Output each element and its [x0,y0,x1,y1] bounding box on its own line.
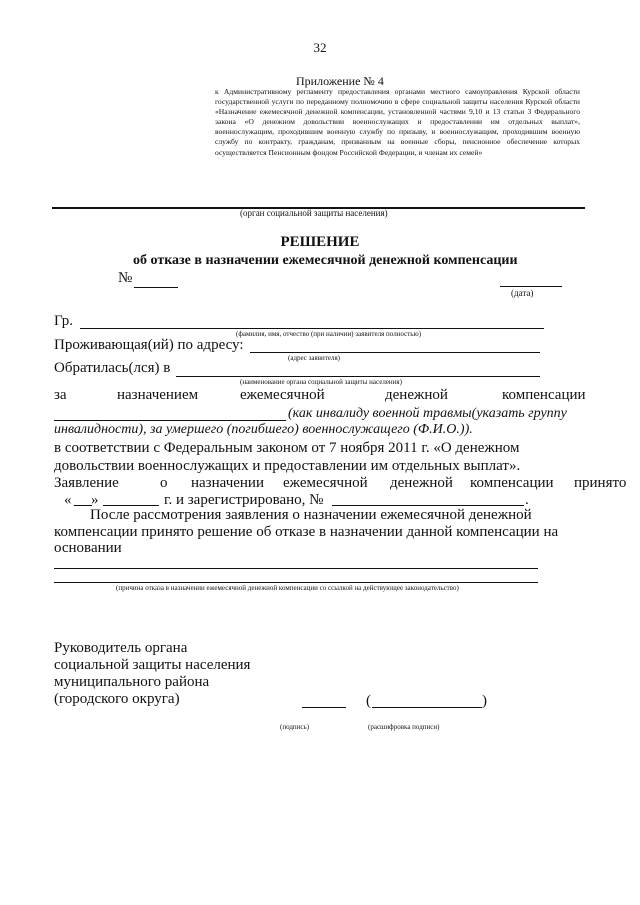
purpose-word-3: ежемесячной [240,387,325,403]
application-word-7: принято [574,475,627,491]
signer-line-1: Руководитель органа [54,640,188,656]
applied-field [176,376,540,377]
date-quote-close: » [91,492,99,508]
purpose-italic-1: (как инвалиду военной травмы(указать группу [288,406,567,421]
appendix-title: Приложение № 4 [296,74,384,88]
applied-caption: (наименование органа социальной защиты населения) [240,378,402,386]
appendix-text: к Административному регламенту предоставления органами местного самоуправления Курской области государственной услуги по переданному полномочию в сфере социальной защиты населения Курской области «Назначение ежемесячной денежной компенсации, установленной частями 9,10 и 13 статьи 3 Федерального закона «О денежном довольствии военнослужащих и предоставлении им отдельных выплат», военнослужащим, проходившим военную службу по призыву, и военнослужащим, проходившим военную службу по контракту, гражданам, призванным на военные сборы, пенсионное обеспечение которых осуществляется Пенсионным фондом Российской Федерации, и членам их семей» [215,87,580,157]
citizen-field [80,328,544,329]
law-line-1: в соответствии с Федеральным законом от 7 ноября 2011 г. «О денежном [54,440,520,456]
signature-field [302,707,346,708]
application-word-6: компенсации [470,475,554,491]
page-number: 32 [313,40,327,55]
decode-open-paren: ( [366,693,371,709]
decode-field [372,707,482,708]
signature-caption: (подпись) [280,723,310,731]
citizen-caption: (фамилия, имя, отчество (при наличии) заявителя полностью) [236,330,422,338]
application-word-1: Заявление [54,475,119,491]
date-caption: (дата) [511,288,534,298]
signer-line-3: муниципального района [54,674,210,690]
registered-text: г. и зарегистрировано, № [164,492,324,508]
application-word-3: назначении [191,475,264,491]
application-word-2: о [160,475,168,491]
number-field [134,287,178,288]
decision-line-3: основании [54,540,122,556]
decision-line-1: После рассмотрения заявления о назначении ежемесячной денежной [90,507,532,523]
purpose-word-1: за [54,387,67,403]
decode-caption: (расшифровка подписи) [368,723,440,731]
reason-line-1 [54,568,538,569]
organ-caption: (орган социальной защиты населения) [240,208,388,218]
citizen-label: Гр. [54,313,73,329]
reason-line-2 [54,582,538,583]
decision-subtitle: об отказе в назначении ежемесячной денежной компенсации [133,253,518,268]
purpose-field [54,420,286,421]
decision-line-2: компенсации принято решение об отказе в назначении данной компенсации на [54,524,559,540]
reason-caption: (причина отказа в назначении ежемесячной денежной компенсации со ссылкой на действующее законодательство) [116,584,459,592]
application-word-5: денежной [390,475,453,491]
decision-title: РЕШЕНИЕ [280,234,360,250]
applied-label: Обратилась(лся) в [54,360,171,376]
address-field [250,352,540,353]
registration-period: . [525,492,529,508]
signer-line-4: (городского округа) [54,691,180,707]
number-label: № [118,270,133,286]
purpose-italic-2: инвалидности), за умершего (погибшего) военнослужащего (Ф.И.О.)). [54,422,473,437]
month-field [103,505,159,506]
date-field [500,286,562,287]
address-label: Проживающая(ий) по адресу: [54,337,244,353]
purpose-word-5: компенсации [502,387,586,403]
address-caption: (адрес заявителя) [288,354,340,362]
registration-number-field [332,505,524,506]
law-line-2: довольствии военнослужащих и предоставлении им отдельных выплат». [54,458,521,474]
signer-line-2: социальной защиты населения [54,657,251,673]
decode-close-paren: ) [482,693,487,709]
purpose-word-4: денежной [385,387,448,403]
application-word-4: ежемесячной [283,475,368,491]
purpose-word-2: назначением [117,387,199,403]
day-field [74,505,92,506]
date-quote-open: « [64,492,72,508]
